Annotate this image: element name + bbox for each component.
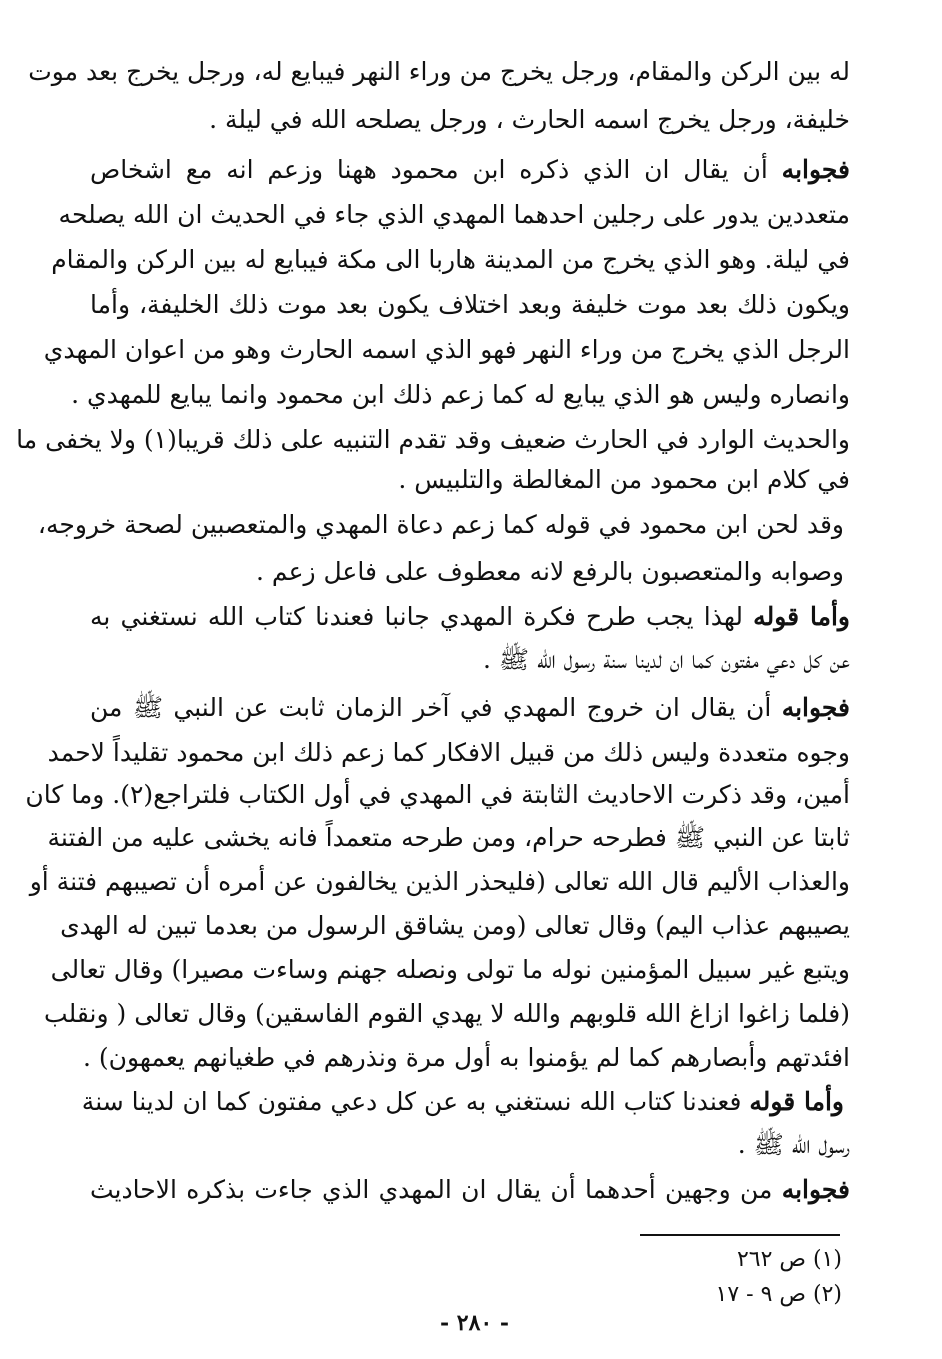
text-line: خليفة، ورجل يخرج اسمه الحارث ، ورجل يصلحه الله في ليلة . [209, 105, 850, 134]
text-line: يصيبهم عذاب اليم) وقال تعالى (ومن يشاقق الرسول من بعدما تبين له الهدى [60, 911, 850, 940]
text-line: وصوابه والمتعصبون بالرفع لانه معطوف على فاعل زعم . [256, 557, 844, 586]
text-line: متعددين يدور على رجلين احدهما المهدي الذي جاء في الحديث ان الله يصلحه [58, 200, 850, 229]
text-line: وأما قوله لهذا يجب طرح فكرة المهدي جانبا فعندنا كتاب الله نستغني به [90, 602, 850, 631]
text-line: رسول الله ﷺ . [737, 1130, 850, 1159]
text-line: افئدتهم وأبصارهم كما لم يؤمنوا به أول مرة ونذرهم في طغيانهم يعمهون) . [83, 1043, 850, 1072]
answer-keyword: فجوابه [781, 155, 850, 184]
text-line: ويكون ذلك بعد موت خليفة وبعد اختلاف يكون بعد موت ذلك الخليفة، وأما [90, 290, 850, 319]
text-line: والحديث الوارد في الحارث ضعيف وقد تقدم التنبيه على ذلك قريبا(١) ولا يخفى ما [16, 425, 850, 454]
footnote-separator [640, 1234, 840, 1236]
footnote-text: ص ٩ - ١٧ [715, 1282, 806, 1307]
text-line: فجوابه أن يقال ان خروج المهدي في آخر الزمان ثابت عن النبي ﷺ من [90, 693, 850, 722]
text-line: فجوابه أن يقال ان الذي ذكره ابن محمود ههنا وزعم انه مع اشخاص [90, 155, 850, 184]
text-line: وانصاره وليس هو الذي يبايع له كما زعم ذلك ابن محمود وانما يبايع للمهدي . [71, 380, 850, 409]
statement-keyword: وأما قوله [753, 602, 850, 631]
text-line: (فلما زاغوا ازاغ الله قلوبهم والله لا يهدي القوم الفاسقين) وقال تعالى ( ونقلب [44, 999, 850, 1028]
text-line: عن كل دعي مفتون كما ان لدينا سنة رسول الله ﷺ . [483, 645, 850, 674]
text-line: فجوابه من وجهين أحدهما أن يقال ان المهدي الذي جاءت بذكره الاحاديث [90, 1175, 850, 1204]
statement-keyword: وأما قوله [749, 1087, 844, 1116]
footnote-number: (٢) [812, 1282, 842, 1307]
text-line: في كلام ابن محمود من المغالطة والتلبيس . [398, 465, 850, 494]
text-line: أمين، وقد ذكرت الاحاديث الثابتة في المهدي في أول الكتاب فلتراجع(٢). وما كان [25, 780, 850, 809]
answer-keyword: فجوابه [781, 693, 850, 722]
footnote-number: (١) [812, 1247, 842, 1272]
footnote [737, 1245, 842, 1275]
text-line: والعذاب الأليم قال الله تعالى (فليحذر الذين يخالفون عن أمره أن تصيبهم فتنة أو [29, 867, 850, 896]
page-number: - ٢٨٠ - [440, 1310, 510, 1336]
text-line: وجوه متعددة وليس ذلك من قبيل الافكار كما زعم ذلك ابن محمود تقليداً لاحمد [47, 738, 850, 767]
text-line: في ليلة. وهو الذي يخرج من المدينة هاربا الى مكة فيبايع له بين الركن والمقام [51, 245, 850, 274]
text-line: وقد لحن ابن محمود في قوله كما زعم دعاة المهدي والمتعصبين لصحة خروجه، [37, 510, 844, 539]
text-line: ويتبع غير سبيل المؤمنين نوله ما تولى ونصله جهنم وساءت مصيرا) وقال تعالى [50, 955, 850, 984]
text-line: وأما قوله فعندنا كتاب الله نستغني به عن كل دعي مفتون كما ان لدينا سنة [81, 1087, 844, 1116]
footnote-text: ص ٢٦٢ [736, 1247, 806, 1272]
footnote [716, 1280, 843, 1310]
answer-keyword: فجوابه [781, 1175, 850, 1204]
text-line: له بين الركن والمقام، ورجل يخرج من وراء النهر فيبايع له، ورجل يخرج بعد موت [28, 57, 850, 86]
text-line: الرجل الذي يخرج من وراء النهر فهو الذي اسمه الحارث وهو من اعوان المهدي [43, 335, 850, 364]
text-line: ثابتا عن النبي ﷺ فطرحه حرام، ومن طرحه متعمداً فانه يخشى عليه من الفتنة [47, 823, 850, 852]
